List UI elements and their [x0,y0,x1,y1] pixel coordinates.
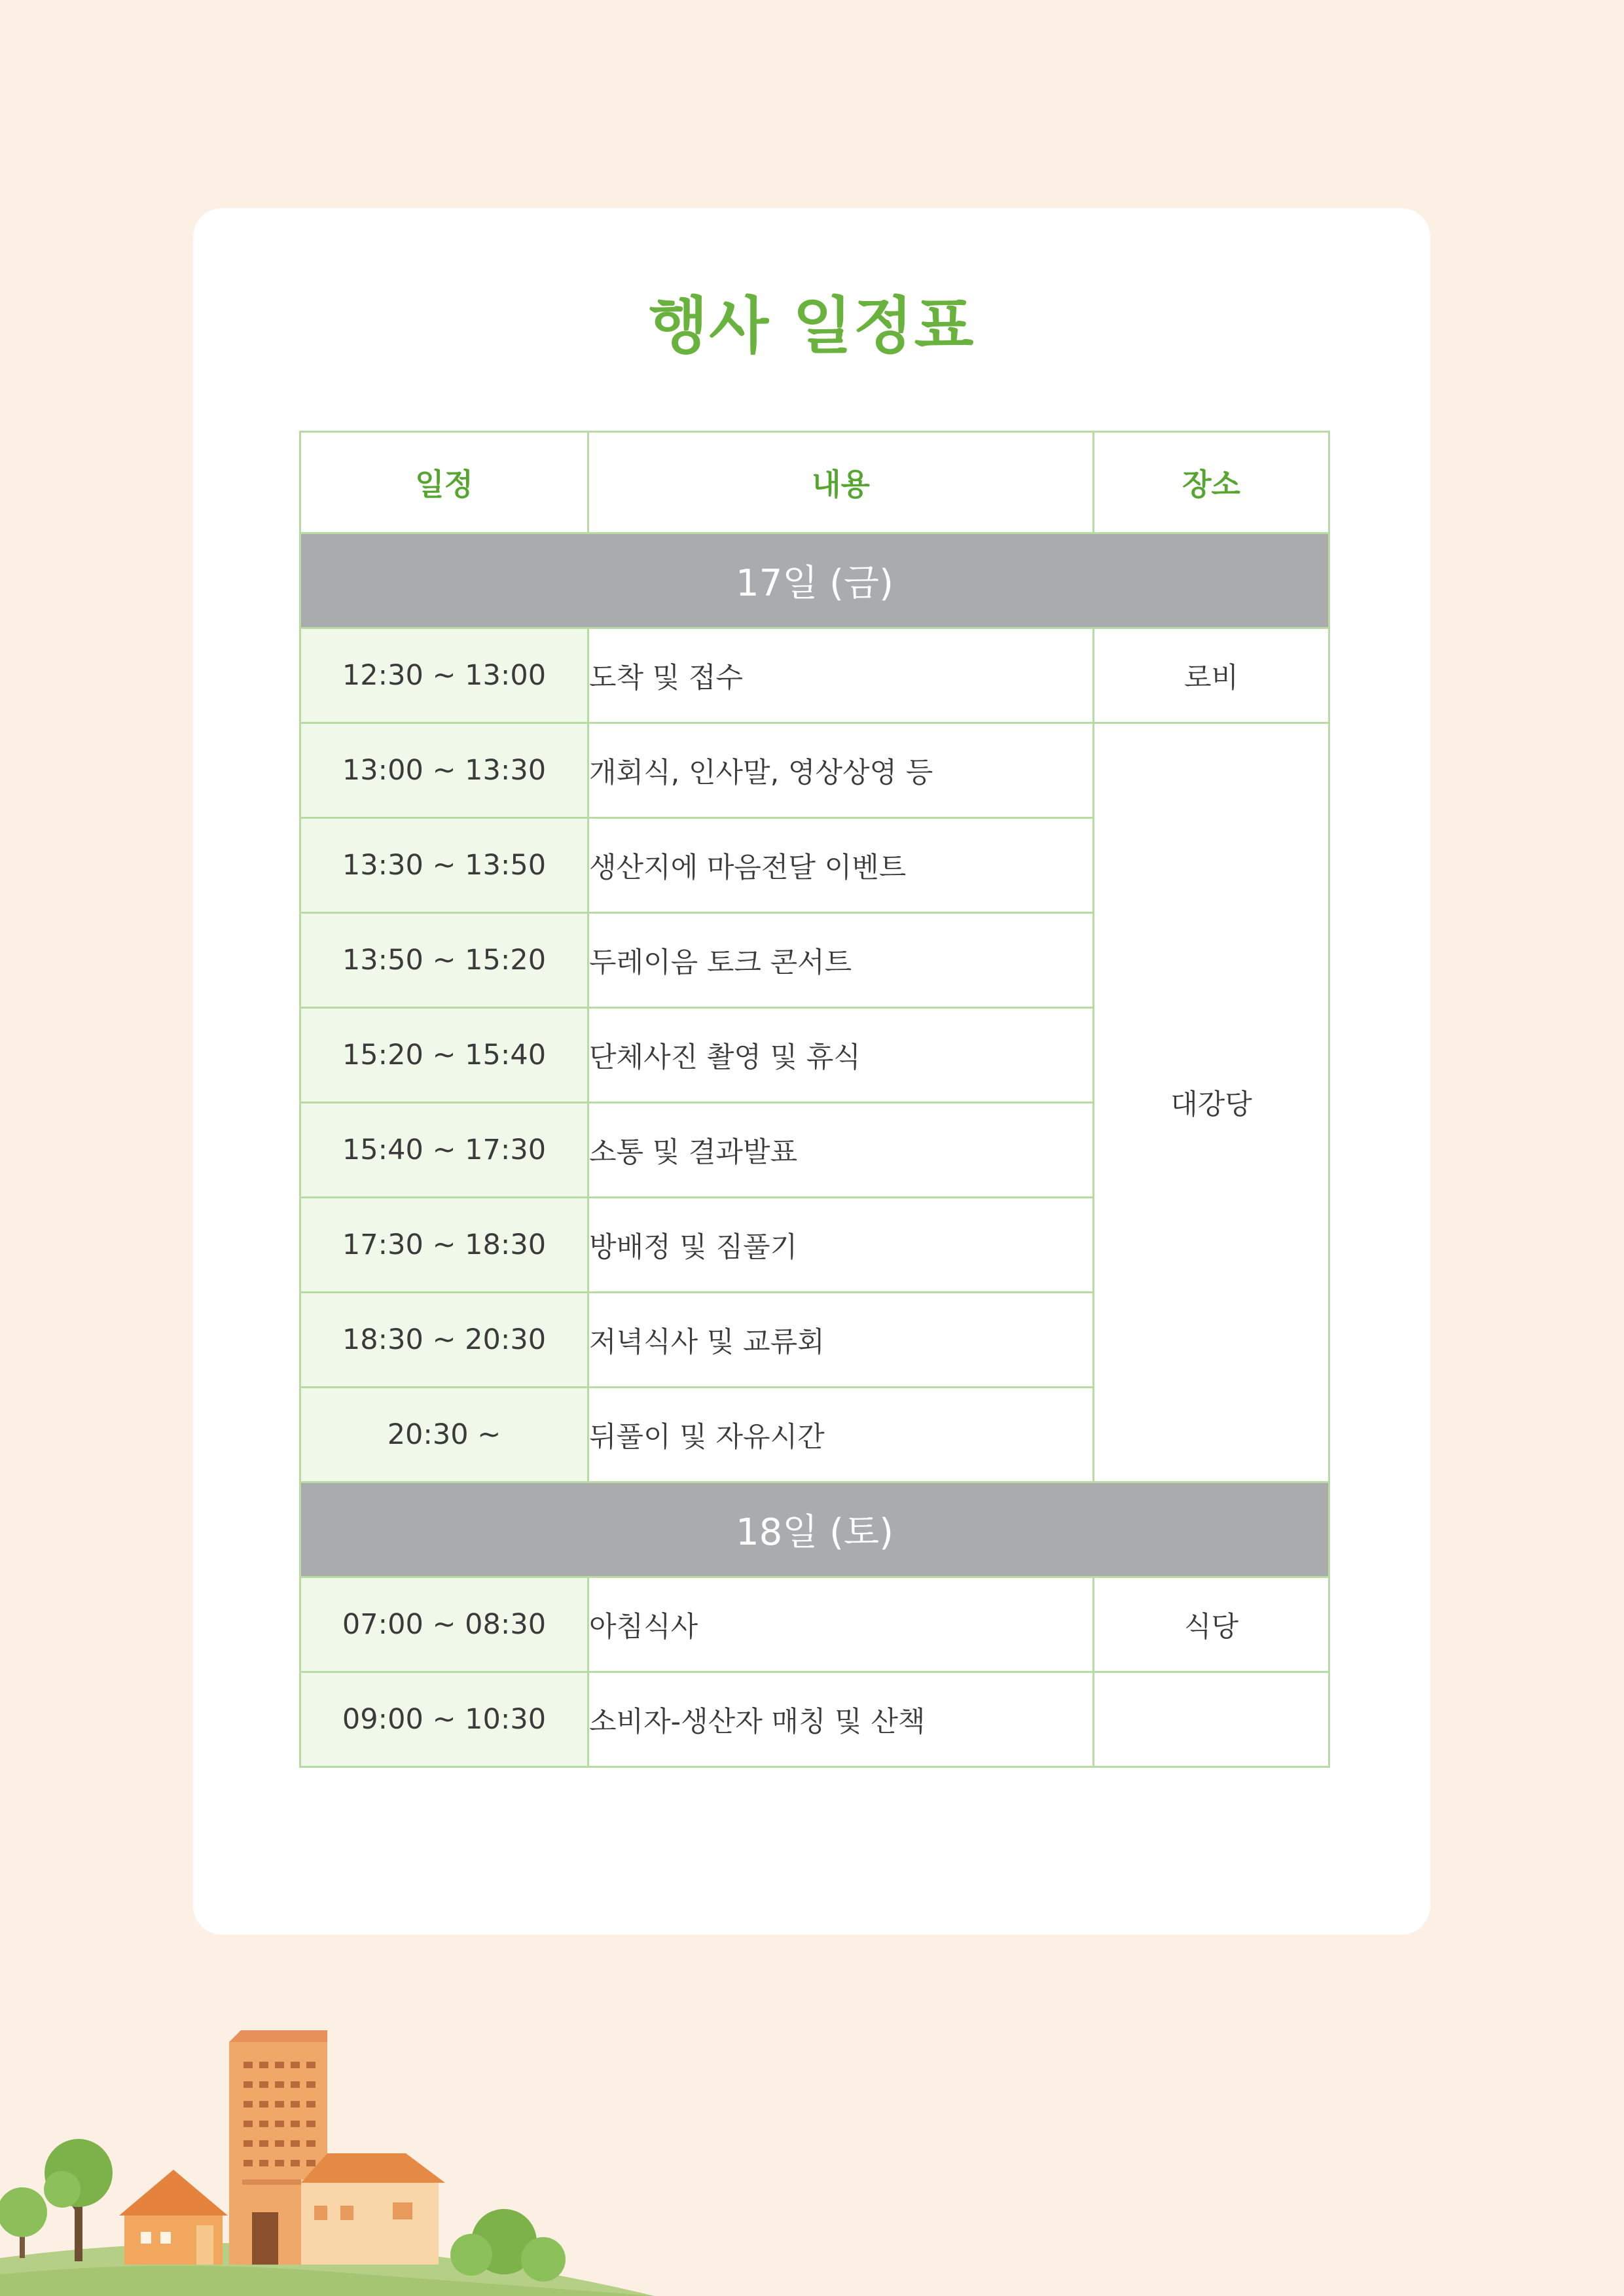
time-cell: 13:00 ~ 13:30 [300,723,588,818]
header-schedule: 일정 [300,432,588,533]
table-row [300,628,1329,723]
table-row [300,1577,1329,1672]
time-cell: 12:30 ~ 13:00 [300,628,588,723]
page-title: 행사 일정표 [648,291,975,362]
tree-icon [0,2187,47,2258]
day-row-18 [300,1482,1329,1577]
time-cell: 17:30 ~ 18:30 [300,1198,588,1293]
time-cell: 09:00 ~ 10:30 [300,1672,588,1767]
time-cell: 15:20 ~ 15:40 [300,1008,588,1103]
schedule-card [193,208,1430,1935]
day-label: 17일 (금) [300,533,1329,628]
content-cell: 소통 및 결과발표 [588,1103,1094,1198]
schedule-table [299,431,1330,1768]
content-cell: 개회식, 인사말, 영상상영 등 [588,723,1094,818]
content-cell: 아침식사 [588,1577,1094,1672]
table-row [300,723,1329,818]
header-content: 내용 [588,432,1094,533]
day-label: 18일 (토) [300,1482,1329,1577]
content-cell: 두레이음 토크 콘서트 [588,913,1094,1008]
time-cell: 20:30 ~ [300,1388,588,1482]
content-cell: 소비자-생산자 매칭 및 산책 [588,1672,1094,1767]
time-cell: 13:30 ~ 13:50 [300,818,588,913]
village-illustration [0,2016,655,2296]
place-cell [1094,1672,1329,1767]
bush-icon [450,2209,566,2282]
time-cell: 18:30 ~ 20:30 [300,1293,588,1388]
header-place: 장소 [1094,432,1329,533]
content-cell: 뒤풀이 및 자유시간 [588,1388,1094,1482]
content-cell: 저녁식사 및 교류회 [588,1293,1094,1388]
day-row-17 [300,533,1329,628]
house-icon [301,2153,445,2265]
place-cell: 로비 [1094,628,1329,723]
tree-icon [44,2139,113,2261]
table-row [300,1672,1329,1767]
house-icon [119,2170,228,2265]
time-cell: 15:40 ~ 17:30 [300,1103,588,1198]
time-cell: 13:50 ~ 15:20 [300,913,588,1008]
content-cell: 방배정 및 짐풀기 [588,1198,1094,1293]
time-cell: 07:00 ~ 08:30 [300,1577,588,1672]
place-cell: 식당 [1094,1577,1329,1672]
content-cell: 단체사진 촬영 및 휴식 [588,1008,1094,1103]
content-cell: 생산지에 마음전달 이벤트 [588,818,1094,913]
place-cell-merged: 대강당 [1094,723,1329,1482]
table-header-row [300,432,1329,533]
content-cell: 도착 및 접수 [588,628,1094,723]
